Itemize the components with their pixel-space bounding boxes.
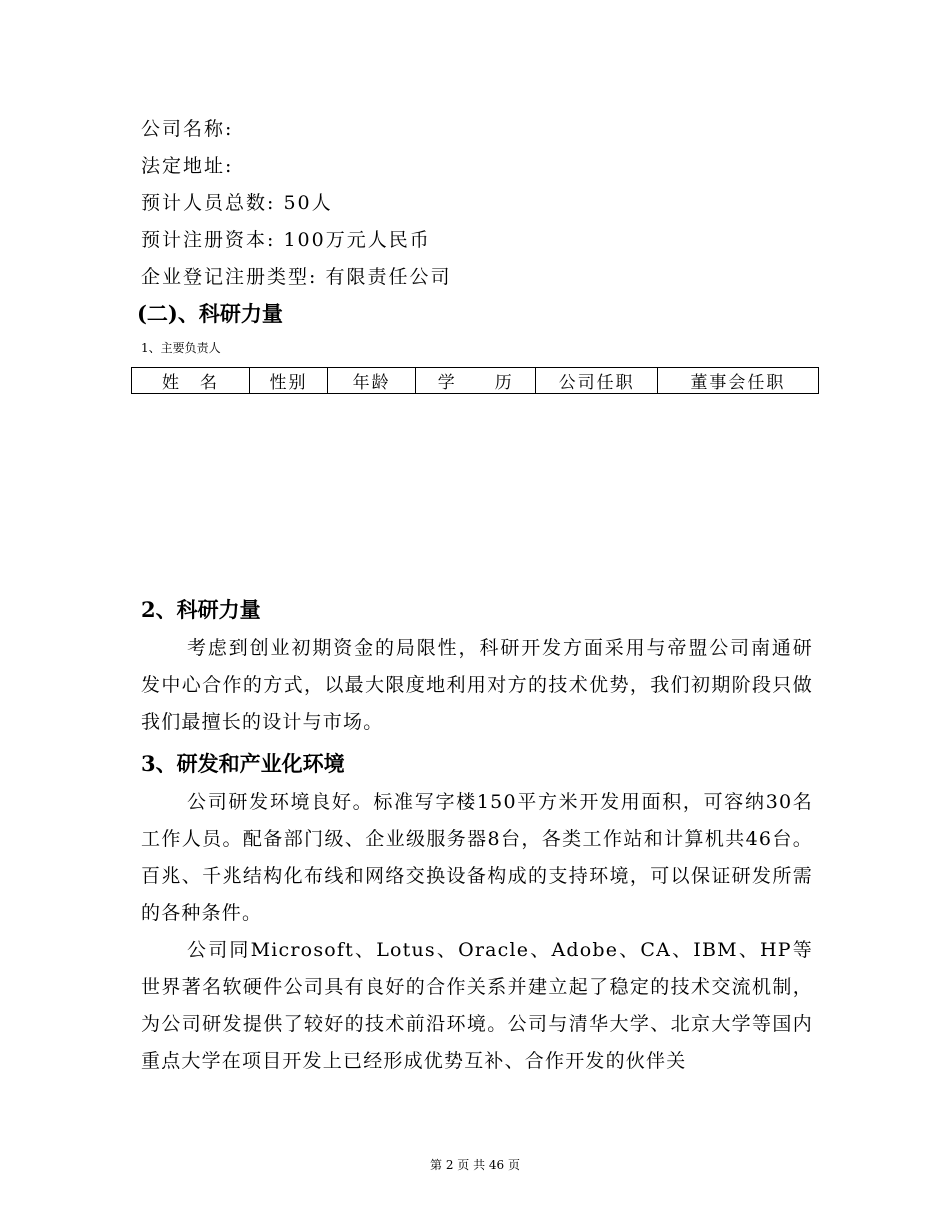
research-force-section <box>141 630 813 741</box>
research-force-title: 2、科研力量 <box>141 597 261 622</box>
header-name: 姓 名 <box>132 368 250 394</box>
header-company-position: 公司任职 <box>536 368 658 394</box>
main-leaders-label: 1、主要负责人 <box>141 341 221 355</box>
section-title-research-force: (二)、科研力量 <box>137 301 283 326</box>
staff-count-line: 预计人员总数: 50人 <box>141 192 333 214</box>
registered-capital-line: 预计注册资本: 100万元人民币 <box>141 229 431 251</box>
page-footer: 第 2 页 共 46 页 <box>430 1158 520 1172</box>
company-name-line: 公司名称: <box>141 118 234 140</box>
header-education: 学 历 <box>416 368 536 394</box>
rd-environment-paragraph-2: 公司同Microsoft、Lotus、Oracle、Adobe、CA、IBM、HP等世界著名软硬件公司具有良好的合作关系并建立起了稳定的技术交流机制，为公司研发提供了较好的技术前沿环境。公司与清华大学、北京大学等国内重点大学在项目开发上已经形成优势互补、合作开发的伙伴关 <box>141 939 813 1072</box>
header-gender: 性别 <box>249 368 327 394</box>
rd-environment-paragraph-1: 公司研发环境良好。标准写字楼150平方米开发用面积，可容纳30名工作人员。配备部门级、企业级服务器8台，各类工作站和计算机共46台。百兆、千兆结构化布线和网络交换设备构成的支持环境，可以保证研发所需的各种条件。 <box>141 791 813 924</box>
leaders-table <box>131 367 819 394</box>
legal-address-line: 法定地址: <box>141 155 234 177</box>
research-force-paragraph: 考虑到创业初期资金的局限性，科研开发方面采用与帝盟公司南通研发中心合作的方式，以最大限度地利用对方的技术优势，我们初期阶段只做我们最擅长的设计与市场。 <box>141 637 813 733</box>
leaders-table-header-row <box>132 368 819 394</box>
rd-environment-title: 3、研发和产业化环境 <box>141 751 345 776</box>
registration-type-line: 企业登记注册类型: 有限责任公司 <box>141 266 452 288</box>
header-board-position: 董事会任职 <box>657 368 818 394</box>
header-age: 年龄 <box>328 368 416 394</box>
rd-environment-section <box>141 784 813 1080</box>
